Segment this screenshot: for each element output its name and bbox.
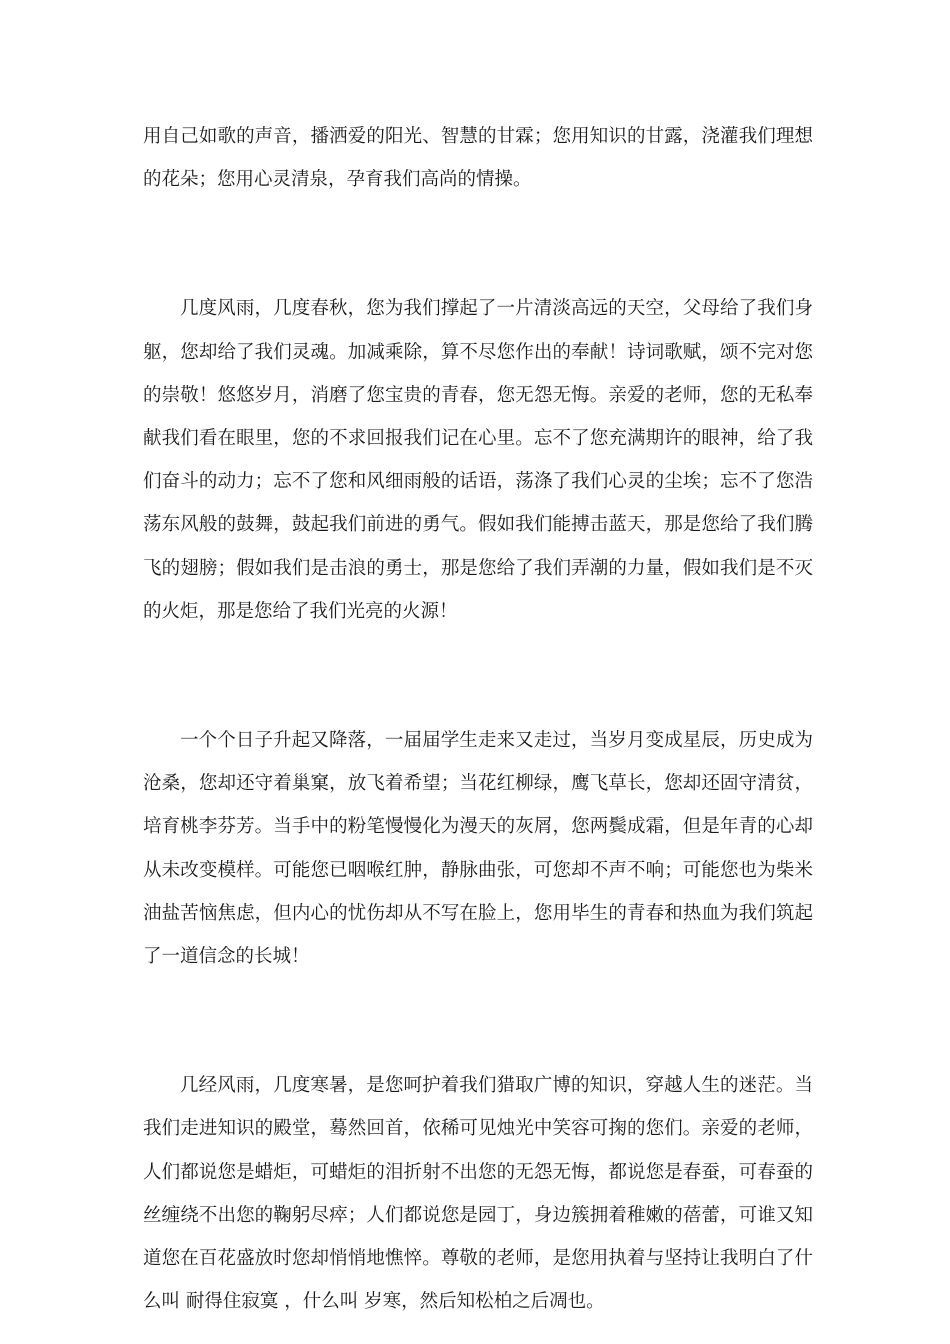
paragraph-gap	[143, 201, 813, 287]
paragraph-gap	[143, 633, 813, 719]
paragraph-3: 一个个日子升起又降落，一届届学生走来又走过，当岁月变成星辰，历史成为沧桑，您却还守着巢窠，放飞着希望；当花红柳绿，鹰飞草长，您却还固守清贫，培育桃李芬芳。当手中的粉笔慢慢化为漫天的灰屑，您两鬓成霜，但是年青的心却从未改变模样。可能您已咽喉红肿，静脉曲张，可您却不声不响；可能您也为柴米油盐苦恼焦虑，但内心的忧伤却从不写在脸上，您用毕生的青春和热血为我们筑起了一道信念的长城！	[143, 730, 813, 968]
paragraph-1: 用自己如歌的声音，播洒爱的阳光、智慧的甘霖；您用知识的甘露，浇灌我们理想的花朵；您用心灵清泉，孕育我们高尚的情操。	[143, 126, 813, 191]
paragraph-2: 几度风雨，几度春秋，您为我们撑起了一片清淡高远的天空，父母给了我们身躯，您却给了我们灵魂。加减乘除，算不尽您作出的奉献！诗词歌赋，颂不完对您的崇敬！悠悠岁月，消磨了您宝贵的青春，您无怨无悔。亲爱的老师，您的无私奉献我们看在眼里，您的不求回报我们记在心里。忘不了您充满期许的眼神，给了我们奋斗的动力；忘不了您和风细雨般的话语，荡涤了我们心灵的尘埃；忘不了您浩荡东风般的鼓舞，鼓起我们前进的勇气。假如我们能搏击蓝天，那是您给了我们腾飞的翅膀；假如我们是击浪的勇士，那是您给了我们弄潮的力量，假如我们是不灭的火炬，那是您给了我们光亮的火源！	[143, 298, 813, 622]
paragraph-gap	[143, 978, 813, 1064]
paragraph-4: 几经风雨，几度寒暑，是您呵护着我们猎取广博的知识，穿越人生的迷茫。当我们走进知识的殿堂，蓦然回首，依稀可见烛光中笑容可掬的您们。亲爱的老师，人们都说您是蜡炬，可蜡炬的泪折射不出您的无怨无悔，都说您是春蚕，可春蚕的丝缠绕不出您的鞠躬尽瘁；人们都说您是园丁，身边簇拥着稚嫩的蓓蕾，可谁又知道您在百花盛放时您却悄悄地憔悴。尊敬的老师，是您用执着与坚持让我明白了什么叫 耐得住寂寞 ，什么叫 岁寒，然后知松柏之后凋也。	[143, 1075, 813, 1313]
document-body	[143, 115, 813, 1323]
